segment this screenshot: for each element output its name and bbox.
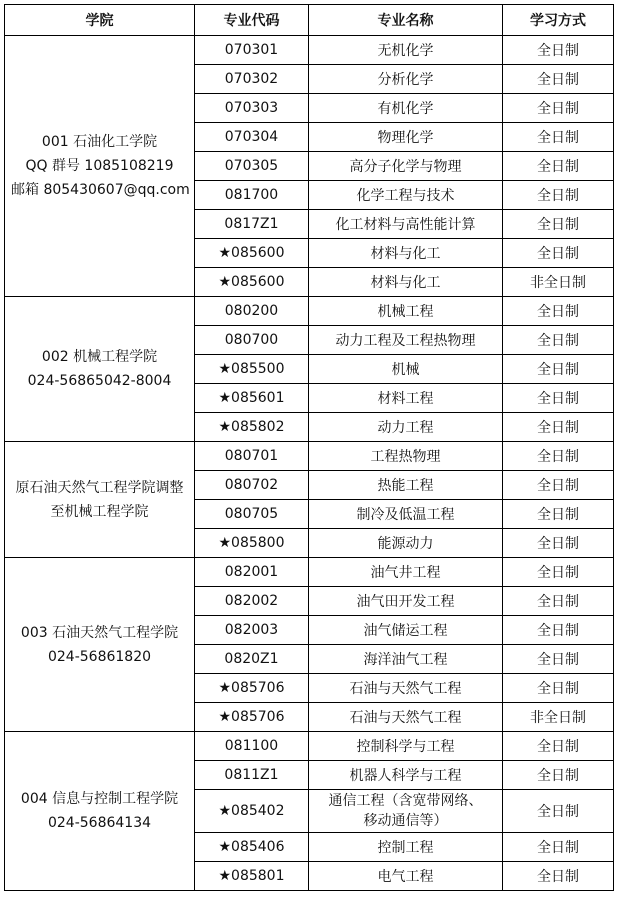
college-phone: 024-56861820: [47, 648, 152, 665]
mode-cell: 全日制: [503, 790, 614, 833]
mode-cell: 全日制: [503, 94, 614, 123]
code-cell: ★085406: [195, 833, 309, 862]
code-cell: ★085600: [195, 268, 309, 297]
mode-cell: 全日制: [503, 355, 614, 384]
college-cell: [5, 442, 195, 558]
mode-cell: 全日制: [503, 674, 614, 703]
mode-cell: 非全日制: [503, 703, 614, 732]
college-name: 003 石油天然气工程学院: [20, 624, 179, 641]
code-cell: 070301: [195, 36, 309, 65]
college-cell: [5, 297, 195, 442]
name-cell: 机械: [309, 355, 503, 384]
name-cell: 高分子化学与物理: [309, 152, 503, 181]
mode-cell: 全日制: [503, 123, 614, 152]
mode-cell: 全日制: [503, 152, 614, 181]
name-cell: 动力工程: [309, 413, 503, 442]
mode-cell: 全日制: [503, 732, 614, 761]
header-college: 学院: [5, 5, 195, 36]
name-cell: 分析化学: [309, 65, 503, 94]
name-cell: 海洋油气工程: [309, 645, 503, 674]
code-cell: 081100: [195, 732, 309, 761]
code-cell: 070305: [195, 152, 309, 181]
name-cell: 控制工程: [309, 833, 503, 862]
name-cell: 机器人科学与工程: [309, 761, 503, 790]
mode-cell: 全日制: [503, 645, 614, 674]
mode-cell: 全日制: [503, 558, 614, 587]
code-cell: 080700: [195, 326, 309, 355]
name-cell: 石油与天然气工程: [309, 674, 503, 703]
college-cell: [5, 36, 195, 297]
code-cell: ★085706: [195, 703, 309, 732]
header-row: [5, 5, 614, 36]
name-cell: 材料工程: [309, 384, 503, 413]
mode-cell: 全日制: [503, 761, 614, 790]
header-code: 专业代码: [195, 5, 309, 36]
name-cell: 油气储运工程: [309, 616, 503, 645]
code-cell: 070303: [195, 94, 309, 123]
mode-cell: 全日制: [503, 65, 614, 94]
mode-cell: 全日制: [503, 442, 614, 471]
name-cell: 工程热物理: [309, 442, 503, 471]
college-qq: QQ 群号 1085108219: [25, 158, 174, 174]
code-cell: 080702: [195, 471, 309, 500]
code-cell: 082001: [195, 558, 309, 587]
mode-cell: 全日制: [503, 297, 614, 326]
name-cell: 无机化学: [309, 36, 503, 65]
code-cell: 0811Z1: [195, 761, 309, 790]
code-cell: ★085802: [195, 413, 309, 442]
mode-cell: 全日制: [503, 326, 614, 355]
code-cell: 080701: [195, 442, 309, 471]
code-cell: 070302: [195, 65, 309, 94]
mode-cell: 全日制: [503, 471, 614, 500]
mode-cell: 全日制: [503, 181, 614, 210]
name-cell: 油气井工程: [309, 558, 503, 587]
name-cell: 石油与天然气工程: [309, 703, 503, 732]
code-cell: 080705: [195, 500, 309, 529]
mode-cell: 全日制: [503, 239, 614, 268]
code-cell: 082002: [195, 587, 309, 616]
college-note: 原石油天然气工程学院调整至机械工程学院: [15, 479, 184, 520]
table-row: [5, 558, 614, 587]
header-mode: 学习方式: [503, 5, 614, 36]
name-cell: 动力工程及工程热物理: [309, 326, 503, 355]
table-row: [5, 732, 614, 761]
mode-cell: 全日制: [503, 500, 614, 529]
name-cell: 机械工程: [309, 297, 503, 326]
code-cell: 082003: [195, 616, 309, 645]
college-name: 002 机械工程学院: [41, 349, 158, 365]
header-name: 专业名称: [309, 5, 503, 36]
name-cell: 化工材料与高性能计算: [309, 210, 503, 239]
programs-table: [4, 4, 614, 891]
code-cell: ★085600: [195, 239, 309, 268]
table-row: [5, 297, 614, 326]
name-line: 移动通信等）: [363, 813, 448, 829]
table-row: [5, 442, 614, 471]
code-cell: 0817Z1: [195, 210, 309, 239]
code-cell: 0820Z1: [195, 645, 309, 674]
mode-cell: 全日制: [503, 36, 614, 65]
code-cell: ★085706: [195, 674, 309, 703]
college-phone: 024-56864134: [47, 815, 152, 831]
name-cell: 电气工程: [309, 862, 503, 891]
mode-cell: 全日制: [503, 587, 614, 616]
code-cell: ★085402: [195, 790, 309, 833]
table-row: [5, 36, 614, 65]
name-cell: 有机化学: [309, 94, 503, 123]
code-cell: ★085801: [195, 862, 309, 891]
mode-cell: 全日制: [503, 384, 614, 413]
mode-cell: 全日制: [503, 529, 614, 558]
mode-cell: 全日制: [503, 862, 614, 891]
code-cell: 081700: [195, 181, 309, 210]
code-cell: ★085500: [195, 355, 309, 384]
code-cell: 070304: [195, 123, 309, 152]
name-cell: 制冷及低温工程: [309, 500, 503, 529]
mode-cell: 全日制: [503, 413, 614, 442]
name-cell: 能源动力: [309, 529, 503, 558]
code-cell: 080200: [195, 297, 309, 326]
name-cell: 物理化学: [309, 123, 503, 152]
college-name: 004 信息与控制工程学院: [20, 791, 179, 807]
code-cell: ★085601: [195, 384, 309, 413]
mode-cell: 全日制: [503, 616, 614, 645]
college-email: 邮箱 805430607@qq.com: [11, 182, 190, 198]
college-cell: [5, 732, 195, 891]
name-cell: 化学工程与技术: [309, 181, 503, 210]
mode-cell: 全日制: [503, 210, 614, 239]
college-phone: 024-56865042-8004: [27, 373, 172, 389]
code-cell: ★085800: [195, 529, 309, 558]
mode-cell: 非全日制: [503, 268, 614, 297]
name-cell: 控制科学与工程: [309, 732, 503, 761]
college-cell: [5, 558, 195, 732]
college-name: 001 石油化工学院: [41, 134, 158, 150]
name-cell: 油气田开发工程: [309, 587, 503, 616]
name-cell: 热能工程: [309, 471, 503, 500]
name-cell: 材料与化工: [309, 268, 503, 297]
name-cell: [309, 790, 503, 833]
mode-cell: 全日制: [503, 833, 614, 862]
name-cell: 材料与化工: [309, 239, 503, 268]
name-line: 通信工程（含宽带网络、: [328, 793, 483, 809]
